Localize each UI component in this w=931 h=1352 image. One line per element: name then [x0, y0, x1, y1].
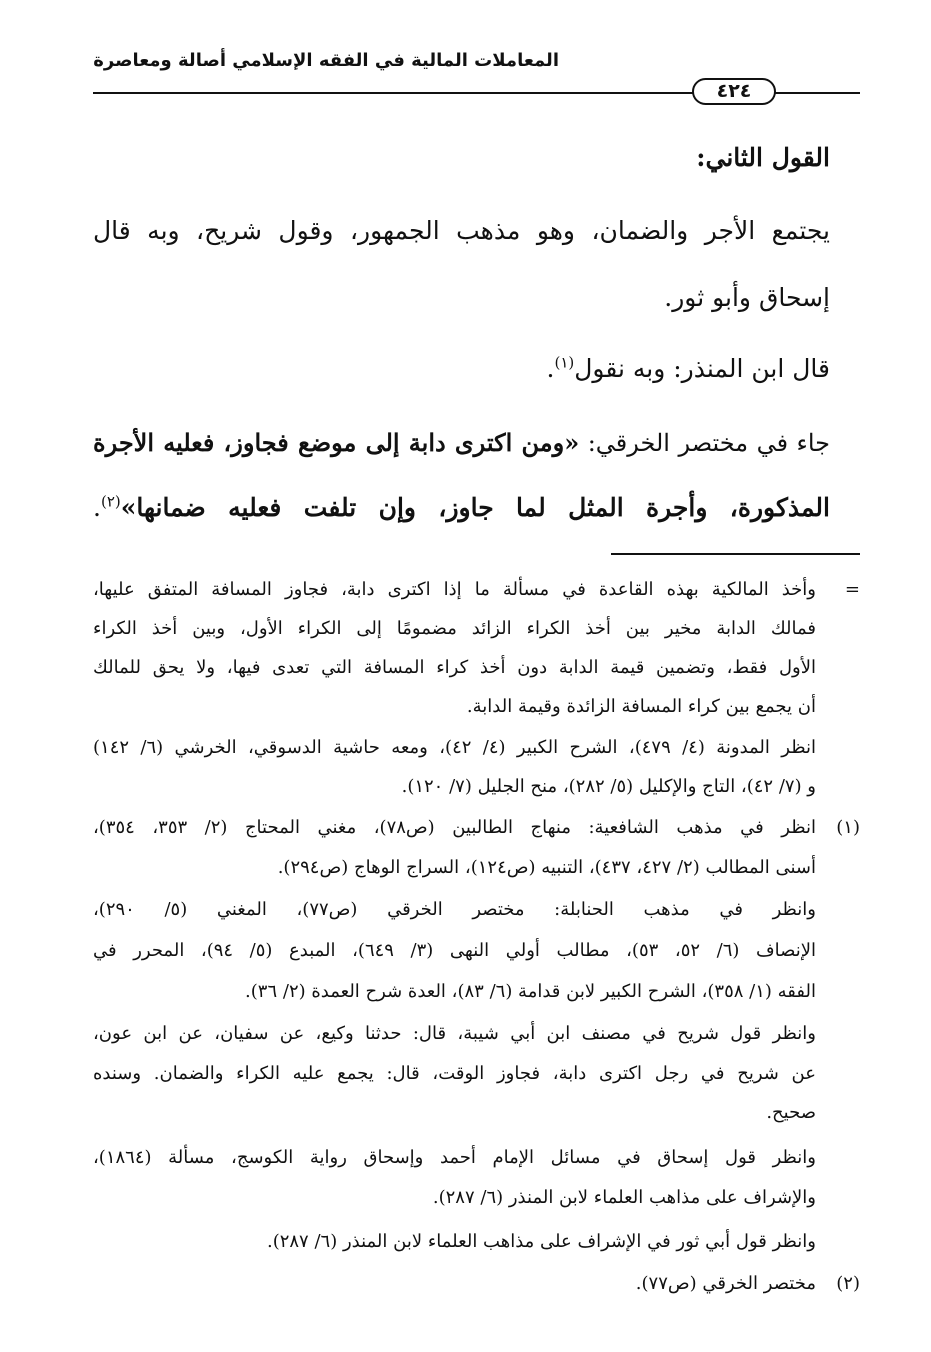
- footnote-1-line: الفقه (١/ ٣٥٨)، الشرح الكبير لابن قدامة (٦/ ٨٣)، العدة شرح العمدة (٢/ ٣٦).: [245, 981, 816, 1002]
- paragraph-3-line-2: [93, 490, 830, 526]
- footnote-1-line: وانظر قول إسحاق في مسائل الإمام أحمد وإسحاق رواية الكوسج، مسألة (١٨٦٤)،: [93, 1147, 816, 1168]
- footnote-1-marker: (١): [836, 817, 860, 838]
- footnote-continuation-line: و (٧/ ٤٢)، التاج والإكليل (٥/ ٢٨٢)، منح الجليل (٧/ ١٢٠).: [401, 776, 816, 797]
- paragraph-3-end: .: [93, 493, 101, 522]
- footnote-1-line: صحيح.: [766, 1102, 816, 1123]
- footnote-2-text: مختصر الخرقي (ص٧٧).: [635, 1273, 816, 1294]
- paragraph-2-text: قال ابن المنذر: وبه نقول: [574, 354, 830, 383]
- page-number: ٤٢٤: [692, 78, 776, 105]
- paragraph-3-line-1: [93, 425, 830, 461]
- footnote-continuation-line: انظر المدونة (٤/ ٤٧٩)، الشرح الكبير (٤/ ٤٢)، ومعه حاشية الدسوقي، الخرشي (٦/ ١٤٢): [93, 737, 816, 758]
- paragraph-2-end: .: [546, 354, 555, 383]
- section-heading: القول الثاني:: [696, 143, 830, 172]
- footnote-ref-1[interactable]: (١): [554, 353, 575, 372]
- footnote-1-line: والإشراف على مذاهب العلماء لابن المنذر (٦/ ٢٨٧).: [432, 1187, 816, 1208]
- paragraph-2: [547, 351, 830, 387]
- footnote-1-line: عن شريح في رجل اكترى دابة، فجاوز الوقت، قال: يجمع عليه الكراء والضمان. وسنده: [93, 1063, 816, 1084]
- footnote-2-marker: (٢): [836, 1273, 860, 1294]
- paragraph-1-line-1: يجتمع الأجر والضمان، وهو مذهب الجمهور، وقول شريح، وبه قال: [93, 216, 830, 245]
- footnote-continuation-line: الأول فقط، وتضمين قيمة الدابة دون أخذ كراء المسافة التي تعدى فيها، ولا يحق للمالك: [93, 657, 816, 678]
- paragraph-3-prefix: جاء في مختصر الخرقي:: [579, 429, 830, 457]
- paragraph-1-line-2: إسحاق وأبو ثور.: [664, 283, 830, 312]
- footnote-continuation-line: وأخذ المالكية بهذه القاعدة في مسألة ما إذا اكترى دابة، فجاوز المسافة المتفق عليها،: [93, 579, 816, 600]
- footnote-1-line: الإنصاف (٦/ ٥٢، ٥٣)، مطالب أولي النهى (٣/ ٦٤٩)، المبدع (٥/ ٩٤)، المحرر في: [93, 940, 816, 961]
- footnote-1-line: وانظر قول شريح في مصنف ابن أبي شيبة، قال: حدثنا وكيع، عن سفيان، عن ابن عون،: [93, 1023, 816, 1044]
- footnote-1-line: انظر في مذهب الشافعية: منهاج الطالبين (ص٧٨)، مغني المحتاج (٢/ ٣٥٣، ٣٥٤)،: [93, 817, 816, 838]
- footnote-separator: [611, 553, 860, 555]
- footnote-continuation-line: أن يجمع بين كراء المسافة الزائدة وقيمة الدابة.: [466, 696, 816, 717]
- footnote-1-line: وانظر قول أبي ثور في الإشراف على مذاهب العلماء لابن المنذر (٦/ ٢٨٧).: [266, 1231, 816, 1252]
- footnote-continuation-line: فمالك الدابة مخير بين أخذ الكراء الزائد مضمومًا إلى الكراء الأول، وبين أخذ الكراء: [93, 618, 816, 639]
- footnote-ref-2[interactable]: (٢): [100, 492, 121, 511]
- khiraqi-quote-part-1: «ومن اكترى دابة إلى موضع فجاوز، فعليه الأجرة: [93, 428, 580, 457]
- footnote-1-line: وانظر في مذهب الحنابلة: مختصر الخرقي (ص٧٧)، المغني (٥/ ٢٩٠)،: [93, 899, 816, 920]
- khiraqi-quote-part-2: المذكورة، وأجرة المثل لما جاوز، وإن تلفت فعليه ضمانها»: [120, 493, 830, 522]
- footnote-1-line: أسنى المطالب (٢/ ٤٢٧، ٤٣٧)، التنبيه (ص١٢٤)، السراج الوهاج (ص٢٩٤).: [277, 857, 816, 878]
- continuation-marker: =: [844, 579, 860, 600]
- running-title: المعاملات المالية في الفقه الإسلامي أصالة ومعاصرة: [93, 50, 559, 71]
